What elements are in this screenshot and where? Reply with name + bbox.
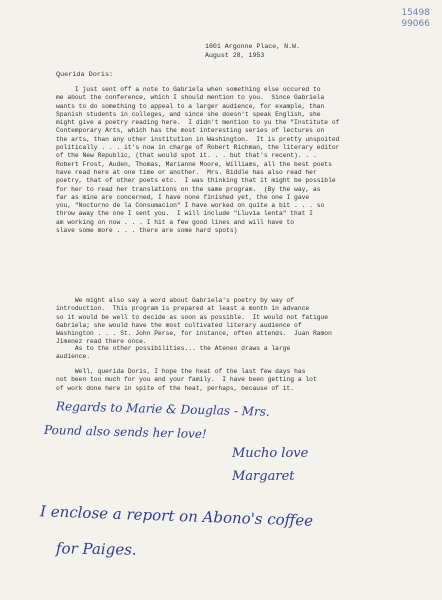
handwritten-pound-note: Pound also sends her love! [43,422,207,442]
archive-code: 99066 [401,19,430,29]
paragraph-3: As to the other possibilities... the Ateneo draws a large audience. [56,345,291,361]
handwritten-signature: Margaret [232,469,295,484]
paragraph-4: Well, querida Doris, I hope the heat of the last few days has not been too much for you and your family. I have been getting a lot of work done here in spite of the heat, perhaps, because of it. [56,368,317,392]
letter-date: August 28, 1953 [205,52,265,59]
handwritten-closing: Mucho love [232,446,309,461]
salutation: Querida Doris: [56,71,114,79]
handwritten-postscript-line-2: for Paiges. [55,539,137,559]
paragraph-1: I just sent off a note to Gabriela when something else occured to me about the conference, which I should mention to you. Since Gabriela wants to do something to appeal to a larger audience, for example, than Spanish students in colleges, and since she doesn't speak English, she might give a poetry reading here. I didn't mention to yu the "Institute of Contemporary Arts, which has the most interesting series of lectures on the arts, than any other institution in Washington. It is pretty unspoited politically . . . it's now in charge of Robert Richman, the literary editor of the New Republic, (that would spot it. . . but that's recent). . . Robert Frost, Auden, Thomas, Marianne Moore, Williams, all the best poets have read here at one time or another. Mrs. Biddle has also read her poetry, that of other poets etc. I was thinking that it might be possible for her to read her translations on the same program. (By the way, as far as mine are concerned, I have none finished yet, the one I gave you, "Nocturno de la Consumacion" I have worked on quite a bit . . . so throw away the one I sent you. I will include "Lluvia lenta" that I am working on now . . . I hit a few good lines and will have to slave some more . . . there are some hard spots) [56,86,340,235]
letter-header [205,42,300,60]
sender-address: 1601 Argonne Place, N.W. [205,43,300,50]
archive-mark [370,8,430,30]
handwritten-regards: Regards to Marie & Douglas - Mrs. [55,399,270,419]
handwritten-postscript-line-1: I enclose a report on Abono's coffee [39,502,314,530]
archive-number: 15498 [401,8,430,18]
paragraph-2: We might also say a word about Gabriela's poetry by way of introduction. This program is prepared at least a month in advance so it would be well to decide as soon as possible. It would not fatigue Gabriela; she would have the most cultivated literary audience of Washington . . . St. John Perse, for instance, often attends. Juan Ramon Jimenez read there once. [56,297,332,346]
